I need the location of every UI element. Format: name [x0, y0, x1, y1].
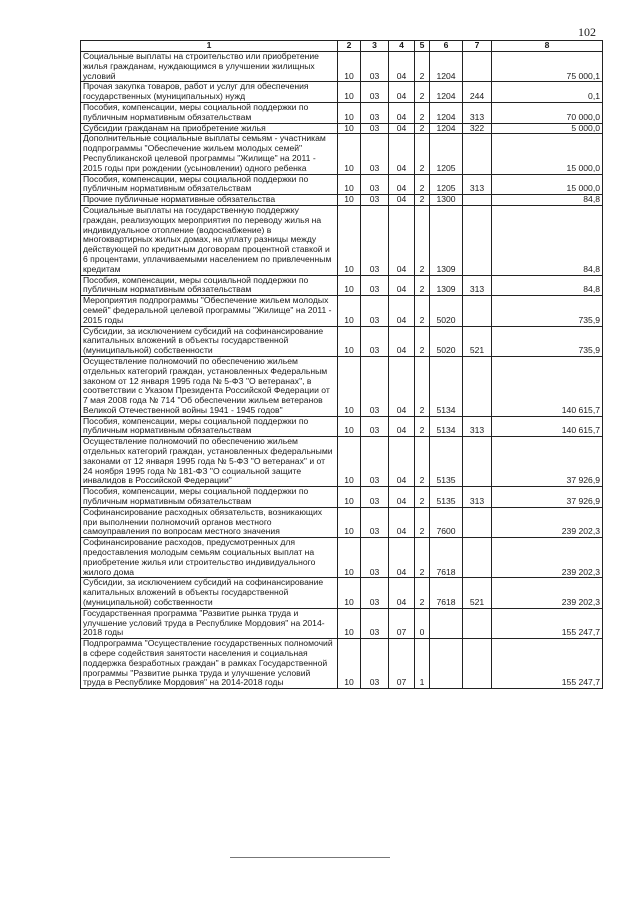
amount-cell: 140 615,7: [492, 416, 603, 437]
row-name-cell: Софинансирование расходных обязательств, возникающих при выполнении полномочий органов местного самоуправления по вопросам местного значения: [81, 507, 338, 537]
row-name-cell: Пособия, компенсации, меры социальной поддержки по публичным нормативным обязательствам: [81, 102, 338, 123]
code-cell: [430, 639, 463, 689]
code-cell: 03: [361, 326, 389, 356]
code-cell: 10: [338, 578, 361, 608]
table-row: [81, 102, 603, 123]
code-cell: 1309: [430, 205, 463, 275]
code-cell: 1204: [430, 52, 463, 82]
amount-cell: 84,8: [492, 205, 603, 275]
code-cell: 322: [463, 123, 492, 134]
code-cell: 10: [338, 507, 361, 537]
code-cell: 03: [361, 205, 389, 275]
amount-cell: 70 000,0: [492, 102, 603, 123]
code-cell: [463, 195, 492, 206]
column-header: 1: [81, 41, 338, 52]
row-name-cell: Прочая закупка товаров, работ и услуг для обеспечения государственных (муниципальных) нужд: [81, 82, 338, 103]
table-row: [81, 82, 603, 103]
column-header: 8: [492, 41, 603, 52]
column-header: 4: [389, 41, 415, 52]
code-cell: [463, 296, 492, 326]
row-name-cell: Социальные выплаты на строительство или приобретение жилья гражданам, нуждающимся в улучшении жилищных условий: [81, 52, 338, 82]
code-cell: 04: [389, 296, 415, 326]
code-cell: 10: [338, 326, 361, 356]
table-row: [81, 578, 603, 608]
table-row: [81, 174, 603, 195]
code-cell: 04: [389, 82, 415, 103]
code-cell: 10: [338, 487, 361, 508]
scan-artifact-line: [230, 857, 390, 858]
code-cell: [463, 538, 492, 578]
code-cell: 2: [415, 296, 430, 326]
code-cell: 10: [338, 205, 361, 275]
code-cell: 521: [463, 578, 492, 608]
code-cell: [463, 356, 492, 416]
amount-cell: 15 000,0: [492, 134, 603, 174]
amount-cell: 15 000,0: [492, 174, 603, 195]
code-cell: 04: [389, 578, 415, 608]
code-cell: 10: [338, 356, 361, 416]
code-cell: 04: [389, 195, 415, 206]
column-header: 7: [463, 41, 492, 52]
code-cell: 04: [389, 52, 415, 82]
code-cell: 313: [463, 275, 492, 296]
code-cell: 5135: [430, 437, 463, 487]
table-row: [81, 356, 603, 416]
code-cell: 1205: [430, 174, 463, 195]
table-row: [81, 538, 603, 578]
code-cell: 03: [361, 123, 389, 134]
code-cell: 03: [361, 296, 389, 326]
code-cell: 313: [463, 416, 492, 437]
code-cell: 03: [361, 608, 389, 638]
code-cell: 2: [415, 195, 430, 206]
code-cell: 10: [338, 608, 361, 638]
code-cell: 10: [338, 639, 361, 689]
row-name-cell: Мероприятия подпрограммы "Обеспечение жильем молодых семей" федеральной целевой программы "Жилище" на 2011 - 2015 годы: [81, 296, 338, 326]
code-cell: 2: [415, 174, 430, 195]
code-cell: 03: [361, 538, 389, 578]
code-cell: 1300: [430, 195, 463, 206]
table-row: [81, 437, 603, 487]
amount-cell: 84,8: [492, 275, 603, 296]
code-cell: 04: [389, 437, 415, 487]
column-header: 6: [430, 41, 463, 52]
code-cell: 07: [389, 608, 415, 638]
code-cell: 03: [361, 82, 389, 103]
code-cell: 03: [361, 507, 389, 537]
code-cell: 10: [338, 416, 361, 437]
amount-cell: 239 202,3: [492, 578, 603, 608]
code-cell: 1: [415, 639, 430, 689]
code-cell: 03: [361, 174, 389, 195]
code-cell: 04: [389, 356, 415, 416]
code-cell: 10: [338, 538, 361, 578]
row-name-cell: Субсидии, за исключением субсидий на софинансирование капитальных вложений в объекты государственной (муниципальной) собственности: [81, 578, 338, 608]
code-cell: 5134: [430, 356, 463, 416]
row-name-cell: Пособия, компенсации, меры социальной поддержки по публичным нормативным обязательствам: [81, 275, 338, 296]
code-cell: [463, 437, 492, 487]
code-cell: 2: [415, 134, 430, 174]
code-cell: 04: [389, 507, 415, 537]
code-cell: 1204: [430, 82, 463, 103]
code-cell: 313: [463, 174, 492, 195]
amount-cell: 37 926,9: [492, 437, 603, 487]
amount-cell: 5 000,0: [492, 123, 603, 134]
code-cell: [463, 134, 492, 174]
code-cell: 07: [389, 639, 415, 689]
amount-cell: 0,1: [492, 82, 603, 103]
amount-cell: 155 247,7: [492, 639, 603, 689]
row-name-cell: Государственная программа "Развитие рынка труда и улучшение условий труда в Республике Мордовия" на 2014-2018 годы: [81, 608, 338, 638]
amount-cell: 140 615,7: [492, 356, 603, 416]
code-cell: 244: [463, 82, 492, 103]
amount-cell: 37 926,9: [492, 487, 603, 508]
amount-cell: 735,9: [492, 296, 603, 326]
code-cell: 10: [338, 275, 361, 296]
row-name-cell: Субсидии, за исключением субсидий на софинансирование капитальных вложений в объекты государственной (муниципальной) собственности: [81, 326, 338, 356]
code-cell: 10: [338, 123, 361, 134]
amount-cell: 735,9: [492, 326, 603, 356]
row-name-cell: Софинансирование расходов, предусмотренных для предоставления молодым семьям социальных выплат на приобретение жилья или строительство индивидуального жилого дома: [81, 538, 338, 578]
code-cell: 03: [361, 356, 389, 416]
code-cell: 2: [415, 102, 430, 123]
code-cell: 5020: [430, 326, 463, 356]
table-row: [81, 487, 603, 508]
code-cell: [463, 639, 492, 689]
code-cell: 2: [415, 52, 430, 82]
code-cell: 5020: [430, 296, 463, 326]
code-cell: 1309: [430, 275, 463, 296]
code-cell: 03: [361, 102, 389, 123]
code-cell: 04: [389, 275, 415, 296]
code-cell: 04: [389, 205, 415, 275]
code-cell: 10: [338, 296, 361, 326]
code-cell: 04: [389, 123, 415, 134]
table-row: [81, 275, 603, 296]
table-row: [81, 507, 603, 537]
row-name-cell: Пособия, компенсации, меры социальной поддержки по публичным нормативным обязательствам: [81, 487, 338, 508]
code-cell: 313: [463, 102, 492, 123]
code-cell: 04: [389, 102, 415, 123]
amount-cell: 239 202,3: [492, 538, 603, 578]
code-cell: 10: [338, 195, 361, 206]
row-name-cell: Осуществление полномочий по обеспечению жильем отдельных категорий граждан, установленных Федеральным законом от 12 января 1995 года № 5-ФЗ "О ветеранах", в соответствии с Указом Президента Российской Федерации от 7 мая 2008 года № 714 "Об обеспечении жильем ветеранов Великой Отечественной войны 1941 - 1945 годов": [81, 356, 338, 416]
amount-cell: 75 000,1: [492, 52, 603, 82]
code-cell: [463, 205, 492, 275]
row-name-cell: Социальные выплаты на государственную поддержку граждан, реализующих мероприятия по переводу жилья на индивидуальное отопление (водоснабжение) в многоквартирных жилых домах, на уплату разницы между действующей по кредитным договорам процентной ставкой и 6 процентами, уплачиваемыми населением по привлеченным кредитам: [81, 205, 338, 275]
code-cell: 2: [415, 275, 430, 296]
code-cell: 2: [415, 326, 430, 356]
code-cell: 0: [415, 608, 430, 638]
code-cell: 10: [338, 102, 361, 123]
code-cell: 03: [361, 578, 389, 608]
code-cell: [463, 608, 492, 638]
code-cell: 521: [463, 326, 492, 356]
code-cell: 10: [338, 52, 361, 82]
code-cell: 2: [415, 356, 430, 416]
code-cell: 10: [338, 437, 361, 487]
row-name-cell: Субсидии гражданам на приобретение жилья: [81, 123, 338, 134]
table-row: [81, 326, 603, 356]
code-cell: 2: [415, 82, 430, 103]
code-cell: 10: [338, 82, 361, 103]
row-name-cell: Дополнительные социальные выплаты семьям - участникам подпрограммы "Обеспечение жильем молодых семей" Республиканской целевой программы "Жилище" на 2011 - 2015 годы при рождении (усыновлении) одного ребенка: [81, 134, 338, 174]
code-cell: 7600: [430, 507, 463, 537]
code-cell: 04: [389, 134, 415, 174]
code-cell: 04: [389, 174, 415, 195]
code-cell: 03: [361, 52, 389, 82]
amount-cell: 155 247,7: [492, 608, 603, 638]
table-row: [81, 416, 603, 437]
page-number: 102: [578, 25, 596, 39]
code-cell: 2: [415, 123, 430, 134]
code-cell: [463, 507, 492, 537]
code-cell: 7618: [430, 578, 463, 608]
code-cell: 2: [415, 578, 430, 608]
amount-cell: 239 202,3: [492, 507, 603, 537]
code-cell: 5135: [430, 487, 463, 508]
column-header: 5: [415, 41, 430, 52]
row-name-cell: Пособия, компенсации, меры социальной поддержки по публичным нормативным обязательствам: [81, 416, 338, 437]
code-cell: 03: [361, 437, 389, 487]
amount-cell: 84,8: [492, 195, 603, 206]
code-cell: 04: [389, 487, 415, 508]
code-cell: 04: [389, 416, 415, 437]
column-header: 2: [338, 41, 361, 52]
code-cell: 1204: [430, 102, 463, 123]
code-cell: 2: [415, 538, 430, 578]
table-row: [81, 205, 603, 275]
code-cell: 2: [415, 507, 430, 537]
code-cell: 2: [415, 487, 430, 508]
code-cell: 03: [361, 134, 389, 174]
row-name-cell: Осуществление полномочий по обеспечению жильем отдельных категорий граждан, установленных федеральными законами от 12 января 1995 года № 5-ФЗ "О ветеранах" и от 24 ноября 1995 года № 181-ФЗ "О социальной защите инвалидов в Российской Федерации": [81, 437, 338, 487]
code-cell: 03: [361, 275, 389, 296]
code-cell: 03: [361, 639, 389, 689]
code-cell: 2: [415, 437, 430, 487]
table-row: [81, 123, 603, 134]
table-row: [81, 639, 603, 689]
code-cell: [463, 52, 492, 82]
table-row: [81, 608, 603, 638]
code-cell: 1204: [430, 123, 463, 134]
row-name-cell: Прочие публичные нормативные обязательства: [81, 195, 338, 206]
code-cell: 10: [338, 134, 361, 174]
column-header: 3: [361, 41, 389, 52]
code-cell: 2: [415, 416, 430, 437]
code-cell: [430, 608, 463, 638]
header-row: [81, 41, 603, 52]
row-name-cell: Пособия, компенсации, меры социальной поддержки по публичным нормативным обязательствам: [81, 174, 338, 195]
code-cell: 04: [389, 326, 415, 356]
code-cell: 03: [361, 416, 389, 437]
code-cell: 7618: [430, 538, 463, 578]
code-cell: 03: [361, 195, 389, 206]
table-row: [81, 195, 603, 206]
code-cell: 1205: [430, 134, 463, 174]
code-cell: 04: [389, 538, 415, 578]
row-name-cell: Подпрограмма "Осуществление государственных полномочий в сфере содействия занятости населения и социальная поддержка безработных граждан" в рамках Государственной программы "Развитие рынка труда и улучшение условий труда в Республике Мордовия" на 2014-2018 годы: [81, 639, 338, 689]
code-cell: 313: [463, 487, 492, 508]
table-row: [81, 52, 603, 82]
table-row: [81, 134, 603, 174]
table-row: [81, 296, 603, 326]
code-cell: 10: [338, 174, 361, 195]
code-cell: 2: [415, 205, 430, 275]
code-cell: 5134: [430, 416, 463, 437]
code-cell: 03: [361, 487, 389, 508]
budget-table: [80, 40, 603, 689]
